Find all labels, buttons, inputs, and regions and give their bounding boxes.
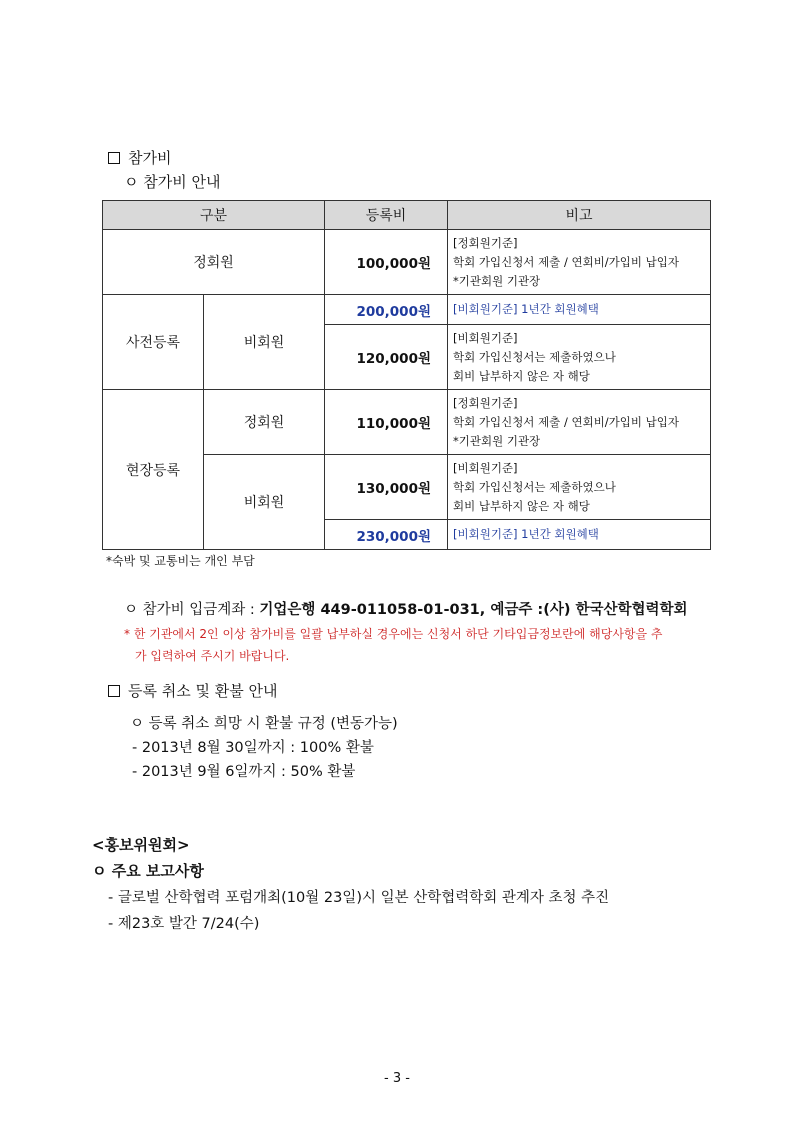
pr-committee-heading: ㅇ 주요 보고사항 bbox=[92, 862, 204, 880]
header-fee: 등록비 bbox=[325, 201, 448, 230]
onsite-registration-label: 현장등록 bbox=[103, 390, 204, 550]
table-header-row bbox=[103, 201, 711, 230]
table-row bbox=[103, 390, 711, 455]
header-category: 구분 bbox=[103, 201, 325, 230]
checkbox-square-icon bbox=[108, 152, 120, 164]
pr-item-2: - 제23호 발간 7/24(수) bbox=[108, 916, 260, 932]
onsite-nonmember-fee-2: 230,000원 bbox=[325, 520, 448, 550]
pre-registration-fee-1: 200,000원 bbox=[325, 295, 448, 325]
pre-registration-nonmember-label: 비회원 bbox=[204, 295, 325, 390]
onsite-nonmember-note-1: [비회원기준] 학회 가입신청서는 제출하였으나 회비 납부하지 않은 자 해당 bbox=[448, 455, 711, 520]
checkbox-square-icon bbox=[108, 685, 120, 697]
header-note: 비고 bbox=[448, 201, 711, 230]
table-row bbox=[103, 295, 711, 325]
onsite-nonmember-label: 비회원 bbox=[204, 455, 325, 550]
fee-footnote: *숙박 및 교통비는 개인 부담 bbox=[106, 554, 255, 568]
onsite-regular-label: 정회원 bbox=[204, 390, 325, 455]
page-number: - 3 - bbox=[384, 1071, 410, 1086]
account-info: ㅇ 참가비 입금계좌 : 기업은행 449-011058-01-031, 예금주 :(사) 한국산학협력학회 bbox=[124, 602, 688, 618]
refund-item-2: - 2013년 9월 6일까지 : 50% 환불 bbox=[132, 764, 356, 780]
pre-registration-note-1: [비회원기준] 1년간 회원혜택 bbox=[448, 295, 711, 325]
regular-member-note: [정회원기준] 학회 가입신청서 제출 / 연회비/가입비 납입자 *기관회원 기관장 bbox=[448, 230, 711, 295]
onsite-regular-note: [정회원기준] 학회 가입신청서 제출 / 연회비/가입비 납입자 *기관회원 기관장 bbox=[448, 390, 711, 455]
regular-member-fee: 100,000원 bbox=[325, 230, 448, 295]
pre-registration-note-2: [비회원기준] 학회 가입신청서는 제출하였으나 회비 납부하지 않은 자 해당 bbox=[448, 325, 711, 390]
fee-section-title: 참가비 bbox=[108, 147, 171, 168]
pre-registration-label: 사전등록 bbox=[103, 295, 204, 390]
refund-item-1: - 2013년 8월 30일까지 : 100% 환불 bbox=[132, 740, 374, 756]
pr-item-1: - 글로벌 산학협력 포럼개최(10월 23일)시 일본 산학협력학회 관계자 초청 추진 bbox=[108, 890, 610, 906]
fee-table bbox=[102, 200, 711, 550]
refund-section-title: 등록 취소 및 환불 안내 bbox=[108, 680, 277, 701]
onsite-nonmember-fee-1: 130,000원 bbox=[325, 455, 448, 520]
fee-section-subtitle: ㅇ 참가비 안내 bbox=[124, 173, 221, 191]
account-note-line1: * 한 기관에서 2인 이상 참가비를 일괄 납부하실 경우에는 신청서 하단 기타입금정보란에 해당사항을 추 bbox=[124, 627, 663, 641]
refund-section-subtitle: ㅇ 등록 취소 희망 시 환불 규정 (변동가능) bbox=[130, 716, 398, 732]
pre-registration-fee-2: 120,000원 bbox=[325, 325, 448, 390]
regular-member-label: 정회원 bbox=[103, 230, 325, 295]
onsite-regular-fee: 110,000원 bbox=[325, 390, 448, 455]
onsite-nonmember-note-2: [비회원기준] 1년간 회원혜택 bbox=[448, 520, 711, 550]
table-row bbox=[103, 230, 711, 295]
pr-committee-title: <홍보위원회> bbox=[92, 836, 190, 854]
account-detail: 기업은행 449-011058-01-031, 예금주 :(사) 한국산학협력학회 bbox=[259, 602, 688, 618]
account-note-line2: 가 입력하여 주시기 바랍니다. bbox=[135, 649, 290, 663]
